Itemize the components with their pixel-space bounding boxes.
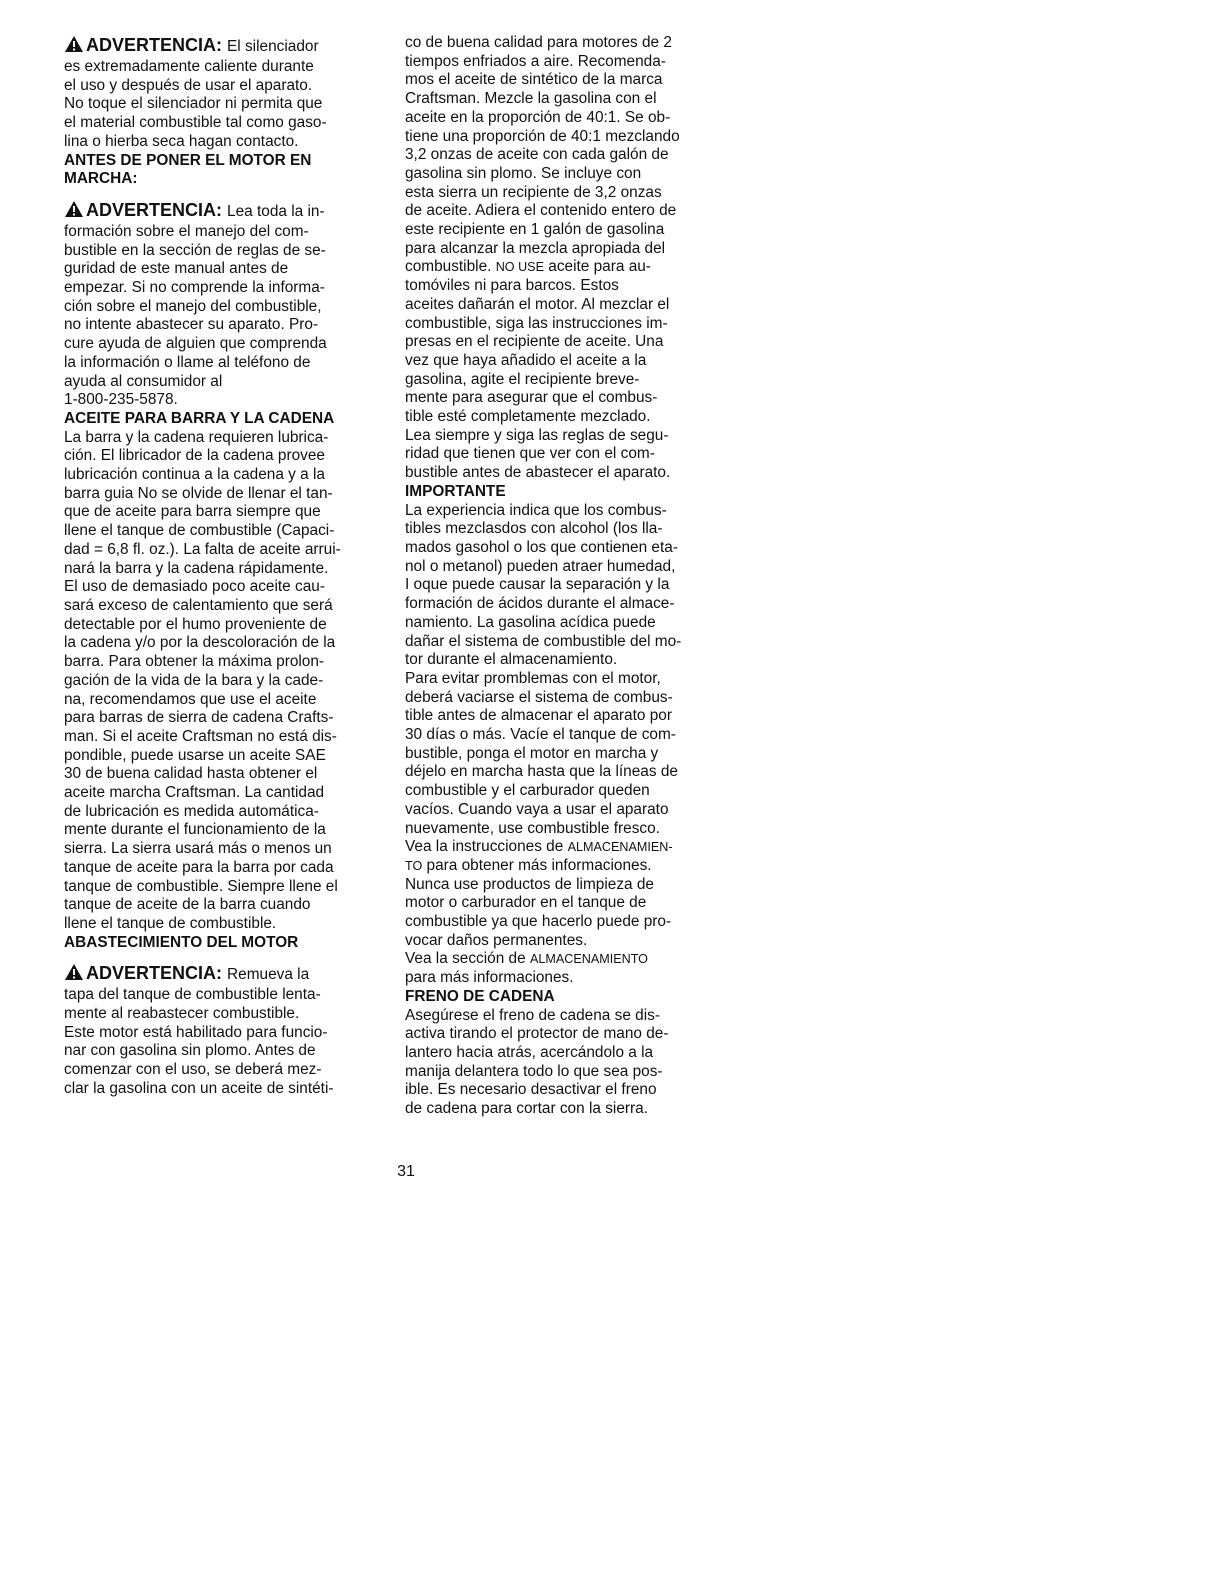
text-line: comenzar con el uso, se deberá mez- xyxy=(64,1061,322,1079)
warning-triangle-icon xyxy=(64,200,84,218)
text-line: que de aceite para barra siempre que xyxy=(64,503,321,521)
section-heading: ANTES DE PONER EL MOTOR EN xyxy=(64,151,312,169)
text-line: La experiencia indica que los combus- xyxy=(405,501,667,519)
text-line: tanque de aceite para la barra por cada xyxy=(64,858,334,876)
text-line: mente durante el funcionamiento de la xyxy=(64,821,326,839)
text-line: tiempos enfriados a aire. Recomenda- xyxy=(405,52,666,70)
text-line: sará exceso de calentamiento que será xyxy=(64,596,333,614)
text-line-storage-ref xyxy=(405,857,723,876)
text-line: presas en el recipiente de aceite. Una xyxy=(405,333,664,351)
warning-text: Remueva la xyxy=(227,966,310,984)
text-line: tible antes de almacenar el aparato por xyxy=(405,707,672,725)
text-line: manija delantera todo lo que sea pos- xyxy=(405,1062,663,1080)
warning-muffler xyxy=(64,34,382,58)
text-line: de aceite. Adiera el contenido entero de xyxy=(405,202,677,220)
text-line: de cadena para cortar con la sierra. xyxy=(405,1100,648,1118)
text-fragment: aceite para au- xyxy=(548,258,651,276)
text-line: formación de ácidos durante el almace- xyxy=(405,595,675,613)
section-heading: MARCHA: xyxy=(64,170,138,188)
text-line: bustible, ponga el motor en marcha y xyxy=(405,744,659,762)
text-line: ción. El libricador de la cadena provee xyxy=(64,447,325,465)
text-line: clar la gasolina con un aceite de sintéti- xyxy=(64,1079,334,1097)
text-line: mente para asegurar que el combus- xyxy=(405,389,658,407)
text-line: pondible, puede usarse un aceite SAE xyxy=(64,746,326,764)
warning-triangle-icon xyxy=(64,963,84,981)
text-line: nará la barra y la cadena rápidamente. xyxy=(64,559,329,577)
right-column xyxy=(405,34,723,1119)
text-line: Nunca use productos de limpieza de xyxy=(405,875,654,893)
no-use-caps: NO USE xyxy=(495,260,544,275)
text-line: gación de la vida de la bara y la cade- xyxy=(64,671,324,689)
section-heading: ACEITE PARA BARRA Y LA CADENA xyxy=(64,409,335,427)
text-line: na, recomendamos que use el aceite xyxy=(64,690,317,708)
text-line: El uso de demasiado poco aceite cau- xyxy=(64,578,325,596)
text-line: esta sierra un recipiente de 3,2 onzas xyxy=(405,183,662,201)
text-line: motor o carburador en el tanque de xyxy=(405,894,647,912)
text-line: combustible ya que hacerlo puede pro- xyxy=(405,913,672,931)
text-line: tiene una proporción de 40:1 mezclando xyxy=(405,127,680,145)
text-line: aceite marcha Craftsman. La cantidad xyxy=(64,784,325,802)
text-line: es extremadamente caliente durante xyxy=(64,58,314,75)
text-fragment: para obtener más informaciones. xyxy=(426,856,652,874)
text-line: dad = 6,8 fl. oz.). La falta de aceite arrui- xyxy=(64,540,341,558)
text-line: para barras de sierra de cadena Crafts- xyxy=(64,709,334,727)
text-fragment: Vea la sección de xyxy=(405,950,526,968)
text-line: I oque puede causar la separación y la xyxy=(405,576,670,594)
text-line: man. Si el aceite Craftsman no está dis- xyxy=(64,727,337,745)
text-line: vez que haya añadido el aceite a la xyxy=(405,351,647,369)
text-line: ible. Es necesario desactivar el freno xyxy=(405,1081,657,1099)
text-line: bustible en la sección de reglas de se- xyxy=(64,241,326,259)
text-line: barra guia No se olvide de llenar el tan- xyxy=(64,484,333,502)
text-line: mente al reabastecer combustible. xyxy=(64,1005,300,1023)
text-line: tibles mezclasdos con alcohol (los lla- xyxy=(405,520,663,538)
text-line: Para evitar promblemas con el motor, xyxy=(405,669,661,687)
text-line: la información o llame al teléfono de xyxy=(64,353,311,371)
text-line: lubricación continua a la cadena y a la xyxy=(64,466,325,484)
text-line: cure ayuda de alguien que comprenda xyxy=(64,335,327,353)
text-line: empezar. Si no comprende la informa- xyxy=(64,279,325,297)
text-line: activa tirando el protector de mano de- xyxy=(405,1025,669,1043)
text-line: déjelo en marcha hasta que la líneas de xyxy=(405,763,678,781)
text-line: 3,2 onzas de aceite con cada galón de xyxy=(405,146,669,164)
text-line: vocar daños permanentes. xyxy=(405,931,588,949)
text-line: tomóviles ni para barcos. Estos xyxy=(405,277,619,295)
text-line: Lea siempre y siga las reglas de segu- xyxy=(405,426,669,444)
text-line: Este motor está habilitado para funcio- xyxy=(64,1023,328,1041)
text-line: ridad que tienen que ver con el com- xyxy=(405,445,655,463)
text-line: tanque de aceite de la barra cuando xyxy=(64,896,311,914)
section-heading: FRENO DE CADENA xyxy=(405,987,555,1005)
text-line: formación sobre el manejo del com- xyxy=(64,222,309,240)
text-line: nar con gasolina sin plomo. Antes de xyxy=(64,1042,316,1060)
text-line: llene el tanque de combustible (Capaci- xyxy=(64,522,335,540)
text-line: vacíos. Cuando vaya a usar el aparato xyxy=(405,800,669,818)
text-line: de lubricación es medida automática- xyxy=(64,802,319,820)
section-heading: IMPORTANTE xyxy=(405,482,506,500)
storage-caps: ALMACENAMIEN- xyxy=(567,840,673,855)
section-heading: ABASTECIMIENTO DEL MOTOR xyxy=(64,933,299,951)
text-fragment: combustible. xyxy=(405,258,492,276)
text-fragment: Vea la instrucciones de xyxy=(405,838,564,856)
text-line: deberá vaciarse el sistema de combus- xyxy=(405,688,673,706)
text-line: llene el tanque de combustible. xyxy=(64,914,277,932)
text-line: para alcanzar la mezcla apropiada del xyxy=(405,239,666,257)
text-line: aceite en la proporción de 40:1. Se ob- xyxy=(405,108,671,126)
text-line: lantero hacia atrás, acercándolo a la xyxy=(405,1043,654,1061)
text-line: el material combustible tal como gaso- xyxy=(64,114,327,132)
text-line: Craftsman. Mezcle la gasolina con el xyxy=(405,90,657,108)
text-line: sierra. La sierra usará más o menos un xyxy=(64,840,332,858)
text-line-storage-ref xyxy=(405,950,723,969)
text-line: combustible, siga las instrucciones im- xyxy=(405,314,668,332)
text-line: La barra y la cadena requieren lubrica- xyxy=(64,428,329,446)
text-line: el uso y después de usar el aparato. xyxy=(64,76,313,94)
text-line: 30 de buena calidad hasta obtener el xyxy=(64,765,318,783)
text-line: tanque de combustible. Siempre llene el xyxy=(64,877,338,895)
text-line: Asegúrese el freno de cadena se dis- xyxy=(405,1006,660,1024)
warning-fuel-info xyxy=(64,199,382,223)
text-line: tapa del tanque de combustible lenta- xyxy=(64,986,321,1004)
warning-text: Lea toda la in- xyxy=(227,202,325,220)
text-line: ción sobre el manejo del combustible, xyxy=(64,297,322,315)
warning-text: El silenciador xyxy=(227,38,319,55)
text-line: ayuda al consumidor al xyxy=(64,372,223,390)
text-line-storage-ref xyxy=(405,838,723,857)
text-line: co de buena calidad para motores de 2 xyxy=(405,34,672,51)
text-line: no intente abastecer su aparato. Pro- xyxy=(64,316,319,334)
text-line: aceites dañarán el motor. Al mezclar el xyxy=(405,295,670,313)
text-line: mados gasohol o los que contienen eta- xyxy=(405,538,678,556)
text-line: tible esté completamente mezclado. xyxy=(405,408,651,426)
text-line: gasolina, agite el recipiente breve- xyxy=(405,370,640,388)
text-line: nuevamente, use combustible fresco. xyxy=(405,819,660,837)
text-line: la cadena y/o por la descoloración de la xyxy=(64,634,336,652)
text-line: barra. Para obtener la máxima prolon- xyxy=(64,653,325,671)
text-line: combustible y el carburador queden xyxy=(405,782,650,800)
storage-caps: TO xyxy=(405,858,423,873)
text-line: bustible antes de abastecer el aparato. xyxy=(405,464,671,482)
text-line: tor durante el almacenamiento. xyxy=(405,651,618,669)
text-line: namiento. La gasolina acídica puede xyxy=(405,613,656,631)
warning-label: ADVERTENCIA: xyxy=(86,35,223,55)
warning-label: ADVERTENCIA: xyxy=(86,963,223,984)
text-line: dañar el sistema de combustible del mo- xyxy=(405,632,682,650)
text-line: mos el aceite de sintético de la marca xyxy=(405,71,663,89)
phone-number: 1-800-235-5878. xyxy=(64,391,178,409)
text-line: detectable por el humo proveniente de xyxy=(64,615,327,633)
page-number: 31 xyxy=(397,1163,415,1180)
text-line: gasolina sin plomo. Se incluye con xyxy=(405,164,642,182)
text-line: nol o metanol) pueden atraer humedad, xyxy=(405,557,676,575)
text-line: No toque el silenciador ni permita que xyxy=(64,95,323,113)
text-line-no-use xyxy=(405,258,723,277)
text-line: 30 días o más. Vacíe el tanque de com- xyxy=(405,726,676,744)
text-line: guridad de este manual antes de xyxy=(64,260,289,278)
left-column xyxy=(64,34,382,1099)
text-line: lina o hierba seca hagan contacto. xyxy=(64,132,299,150)
warning-label: ADVERTENCIA: xyxy=(86,199,223,220)
warning-triangle-icon xyxy=(64,35,84,53)
storage-caps: ALMACENAMIENTO xyxy=(529,952,648,967)
warning-refuel xyxy=(64,962,382,986)
text-line: este recipiente en 1 galón de gasolina xyxy=(405,221,665,239)
text-line: para más informaciones. xyxy=(405,969,574,987)
